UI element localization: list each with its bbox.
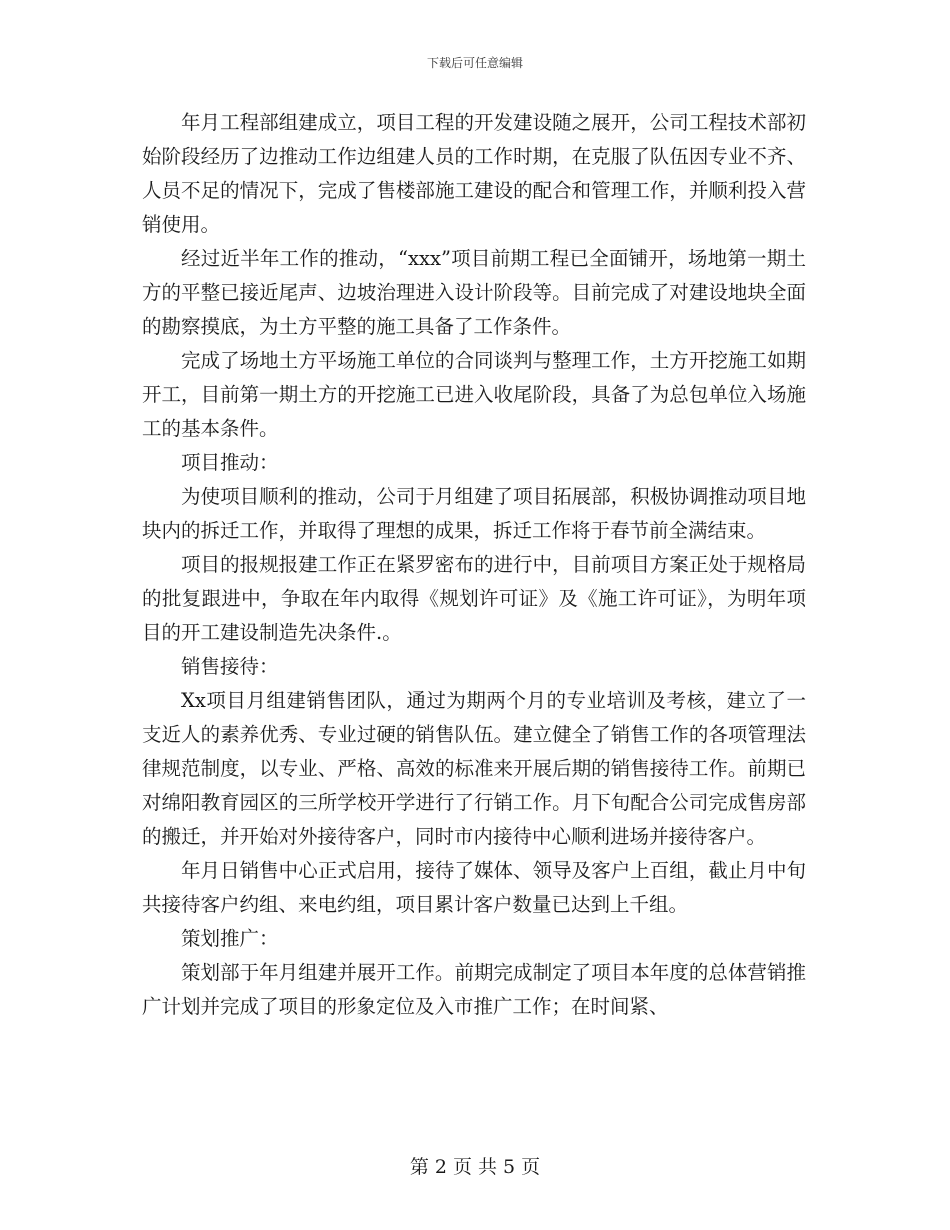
paragraph-sales-center: 年月日销售中心正式启用，接待了媒体、领导及客户上百组，截止月中旬共接待客户约组、来电约组，项目累计客户数量已达到上千组。 (142, 859, 806, 916)
paragraph-permits: 项目的报规报建工作正在紧罗密布的进行中，目前项目方案正处于规格局的批复跟进中，争取在年内取得《规划许可证》及《施工许可证》，为明年项目的开工建设制造先决条件.。 (142, 553, 806, 644)
page-footer: 第 2 页 共 5 页 (409, 1156, 541, 1178)
paragraph-sales-team: Xx项目月组建销售团队，通过为期两个月的专业培训及考核，建立了一支近人的素养优秀、专业过硬的销售队伍。建立健全了销售工作的各项管理法律规范制度，以专业、严格、高效的标准来开展后期的销售接待工作。前期已对绵阳教育园区的三所学校开学进行了行销工作。月下旬配合公司完成售房部的搬迁，并开始对外接待客户，同时市内接待中心顺利进场并接待客户。 (142, 689, 806, 848)
document-body (142, 106, 806, 1024)
paragraph-marketing: 策划部于年月组建并展开工作。前期完成制定了项目本年度的总体营销推广计划并完成了项目的形象定位及入市推广工作；在时间紧、 (142, 961, 806, 1018)
section-heading-marketing: 策划推广： (181, 927, 279, 950)
section-heading-sales: 销售接待： (181, 655, 279, 678)
paragraph-progress: 经过近半年工作的推动，“xxx”项目前期工程已全面铺开，场地第一期土方的平整已接近尾声、边坡治理进入设计阶段等。目前完成了对建设地块全面的勘察摸底，为土方平整的施工具备了工作条件。 (142, 247, 806, 338)
paragraph-expansion: 为使项目顺利的推动，公司于月组建了项目拓展部，积极协调推动项目地块内的拆迁工作，并取得了理想的成果，拆迁工作将于春节前全满结束。 (142, 485, 806, 542)
paragraph-earthwork: 完成了场地土方平场施工单位的合同谈判与整理工作，土方开挖施工如期开工，目前第一期土方的开挖施工已进入收尾阶段，具备了为总包单位入场施工的基本条件。 (142, 349, 806, 440)
page-header: 下载后可任意编辑 (426, 56, 523, 70)
section-heading-project: 项目推动： (181, 451, 279, 474)
paragraph-engineering: 年月工程部组建成立，项目工程的开发建设随之展开，公司工程技术部初始阶段经历了边推动工作边组建人员的工作时期，在克服了队伍因专业不齐、人员不足的情况下，完成了售楼部施工建设的配合和管理工作，并顺利投入营销使用。 (142, 111, 806, 236)
